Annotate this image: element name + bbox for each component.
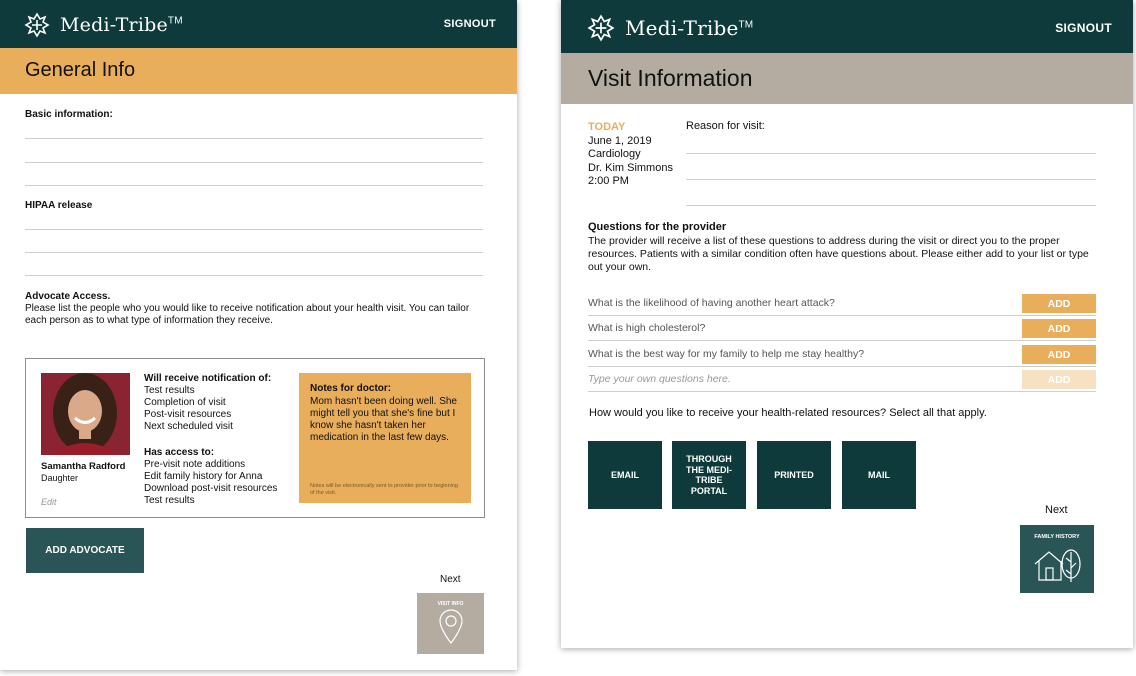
visit-department: Cardiology — [588, 148, 641, 160]
add-question-button[interactable]: ADD — [1022, 319, 1096, 338]
brand-name: Medi-Tribe — [60, 14, 168, 36]
basic-info-field-3[interactable] — [25, 185, 483, 186]
mail-option-button[interactable]: MAIL — [842, 441, 916, 509]
title-bar — [561, 53, 1133, 104]
brand-logo[interactable] — [587, 14, 753, 42]
advocate-heading: Advocate Access. — [25, 291, 111, 302]
visit-summary — [588, 121, 673, 189]
reason-field-2[interactable] — [686, 179, 1096, 180]
notify-item: Completion of visit — [144, 397, 226, 408]
top-bar — [561, 0, 1133, 53]
notes-body: Mom hasn't been doing well. She might tell you that she's fine but I know she hasn't taken her medication in the last few days. — [310, 396, 457, 443]
person-photo-icon — [41, 373, 130, 455]
top-bar — [0, 0, 517, 48]
basic-info-field-1[interactable] — [25, 138, 483, 139]
email-option-button[interactable]: EMAIL — [588, 441, 662, 509]
question-text: What is high cholesterol? — [588, 322, 706, 334]
signout-link[interactable]: SIGNOUT — [443, 18, 496, 30]
advocate-description: Please list the people who you would like to receive notification about your health visit. You can tailor each person as to what type of information they receive. — [25, 303, 470, 326]
hipaa-field-1[interactable] — [25, 229, 483, 230]
page-title: General Info — [25, 59, 136, 81]
add-advocate-button[interactable]: ADD ADVOCATE — [26, 528, 144, 573]
trademark: TM — [738, 19, 754, 31]
notify-item: Post-visit resources — [144, 409, 232, 420]
next-visit-info-button[interactable] — [417, 593, 484, 654]
page-title: Visit Information — [588, 65, 753, 91]
general-info-screen — [0, 0, 517, 670]
add-question-button[interactable]: ADD — [1022, 294, 1096, 313]
next-thumb-label: VISIT INFO — [437, 601, 464, 607]
visit-date: June 1, 2019 — [588, 134, 652, 147]
printed-option-button[interactable]: PRINTED — [757, 441, 831, 509]
questions-heading: Questions for the provider — [588, 221, 727, 233]
brand-logo[interactable] — [24, 12, 183, 38]
next-thumb-label: FAMILY HISTORY — [1034, 534, 1080, 540]
hipaa-field-3[interactable] — [25, 275, 483, 276]
own-question-row — [588, 368, 1096, 392]
hipaa-label: HIPAA release — [25, 200, 93, 211]
resources-prompt: How would you like to receive your health-related resources? Select all that apply. — [589, 407, 987, 419]
access-heading: Has access to: — [144, 447, 215, 458]
question-text: What is the best way for my family to help me stay healthy? — [588, 348, 865, 360]
notes-heading: Notes for doctor: — [310, 383, 392, 394]
question-row — [588, 292, 1096, 316]
hipaa-field-2[interactable] — [25, 252, 483, 253]
edit-advocate-link[interactable]: Edit — [41, 497, 57, 507]
next-label: Next — [440, 574, 461, 585]
add-own-question-button[interactable]: ADD — [1022, 370, 1096, 389]
advocate-photo — [41, 373, 130, 455]
access-item: Test results — [144, 495, 195, 506]
today-label: TODAY — [588, 121, 626, 133]
notes-for-doctor[interactable] — [299, 373, 471, 503]
basic-info-label: Basic information: — [25, 109, 113, 120]
question-text: What is the likelihood of having another heart attack? — [588, 297, 835, 309]
access-item: Edit family history for Anna — [144, 471, 263, 482]
advocate-card — [25, 358, 485, 518]
next-family-history-button[interactable] — [1020, 525, 1094, 593]
location-pin-icon — [438, 609, 464, 645]
medi-tribe-logo-icon — [24, 12, 50, 38]
trademark: TM — [167, 15, 183, 27]
question-row — [588, 343, 1096, 367]
advocate-relation: Daughter — [41, 473, 79, 483]
notification-section — [144, 373, 277, 507]
medi-tribe-logo-icon — [587, 14, 615, 42]
basic-info-field-2[interactable] — [25, 162, 483, 163]
next-label: Next — [1045, 504, 1068, 516]
signout-link[interactable]: SIGNOUT — [1055, 21, 1112, 35]
notify-heading: Will receive notification of: — [144, 373, 272, 384]
access-item: Download post-visit resources — [144, 483, 278, 494]
notify-item: Test results — [144, 385, 195, 396]
portal-option-button[interactable]: THROUGH THE MEDI-TRIBE PORTAL — [672, 441, 746, 509]
visit-information-screen — [561, 0, 1133, 648]
questions-description: The provider will receive a list of these questions to address during the visit or direct you to the proper resources. Patients with a similar condition often have questions about. Please either add to your list or type out your own. — [588, 235, 1089, 273]
access-item: Pre-visit note additions — [144, 459, 246, 470]
brand-name: Medi-Tribe — [625, 16, 739, 40]
visit-doctor: Dr. Kim Simmons — [588, 161, 673, 174]
notes-footer: Notes will be electronically sent to provider prior to beginning of the visit. — [310, 483, 458, 496]
notify-item: Next scheduled visit — [144, 421, 233, 432]
add-question-button[interactable]: ADD — [1022, 345, 1096, 364]
reason-label: Reason for visit: — [686, 120, 765, 132]
reason-field-3[interactable] — [686, 205, 1096, 206]
title-bar — [0, 48, 517, 94]
advocate-name: Samantha Radford — [41, 461, 126, 472]
question-row — [588, 317, 1096, 341]
house-tree-icon — [1033, 544, 1083, 584]
own-question-input[interactable]: Type your own questions here. — [588, 373, 731, 385]
visit-time: 2:00 PM — [588, 175, 629, 187]
reason-field-1[interactable] — [686, 153, 1096, 154]
